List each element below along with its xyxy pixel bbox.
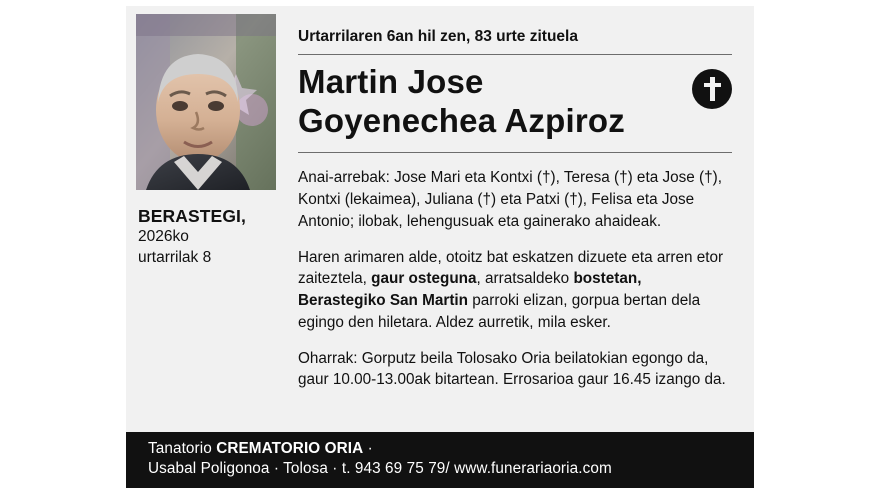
body-text: Anai-arrebak: Jose Mari eta Kontxi (†), Teresa (†) eta Jose (†), Kontxi (lekaimea), Juliana (†) eta Patxi (†), Felisa eta Jose Antonio; ilobak, lehengusuak eta gainerako ahaideak. (298, 169, 722, 230)
footer-prefix: Tanatorio (148, 439, 217, 457)
paragraph-family (298, 167, 732, 232)
place-name: BERASTEGI, (138, 206, 246, 226)
body-text: parroki elizan, gorpua bertan dela egingo den hiletara. Aldez aurretik, mila esker. (298, 292, 701, 331)
obituary-text (298, 167, 732, 390)
death-date-kicker: Urtarrilaren 6an hil zen, 83 urte zituela (298, 28, 578, 45)
place-date-block (136, 206, 276, 268)
obituary-notice (126, 6, 754, 488)
footer-line-1 (148, 439, 754, 459)
paragraph-funeral (298, 247, 732, 334)
portrait-photo (136, 14, 276, 190)
paragraph-notes (298, 348, 732, 391)
body-text: , arratsaldeko (476, 270, 574, 288)
cross-vertical (710, 77, 715, 101)
name-line-2: Goyenechea Azpiroz (298, 101, 625, 139)
cross-icon (692, 69, 732, 109)
emphasis-text: bostetan, Berastegiko San Martin (298, 270, 642, 310)
left-column (126, 6, 284, 432)
body-text: Haren arimaren alde, otoitz bat eskatzen dizuete eta arren etor zaiteztela, (298, 248, 724, 288)
right-column (284, 6, 754, 432)
footer-company: CREMATORIO ORIA (216, 439, 364, 457)
date-line-2: urtarrilak 8 (138, 249, 212, 267)
funeral-home-footer (126, 432, 754, 488)
deceased-name (298, 63, 682, 141)
body-text: Oharrak: Gorputz beila Tolosako Oria beilatokian egongo da, gaur 10.00-13.00ak bitartean. Errosarioa gaur 16.45 izango da. (298, 349, 726, 389)
name-row (298, 63, 732, 141)
name-line-1: Martin Jose (298, 62, 484, 100)
cross-horizontal (704, 83, 721, 88)
footer-suffix: · (363, 439, 373, 457)
divider-bottom (298, 152, 732, 153)
footer-line-2: Usabal Poligonoa · Tolosa · t. 943 69 75 79/ www.funerariaoria.com (148, 459, 612, 477)
notice-body (126, 6, 754, 432)
divider-top (298, 54, 732, 55)
emphasis-text: gaur osteguna (371, 270, 477, 288)
date-line-1: 2026ko (138, 228, 189, 246)
